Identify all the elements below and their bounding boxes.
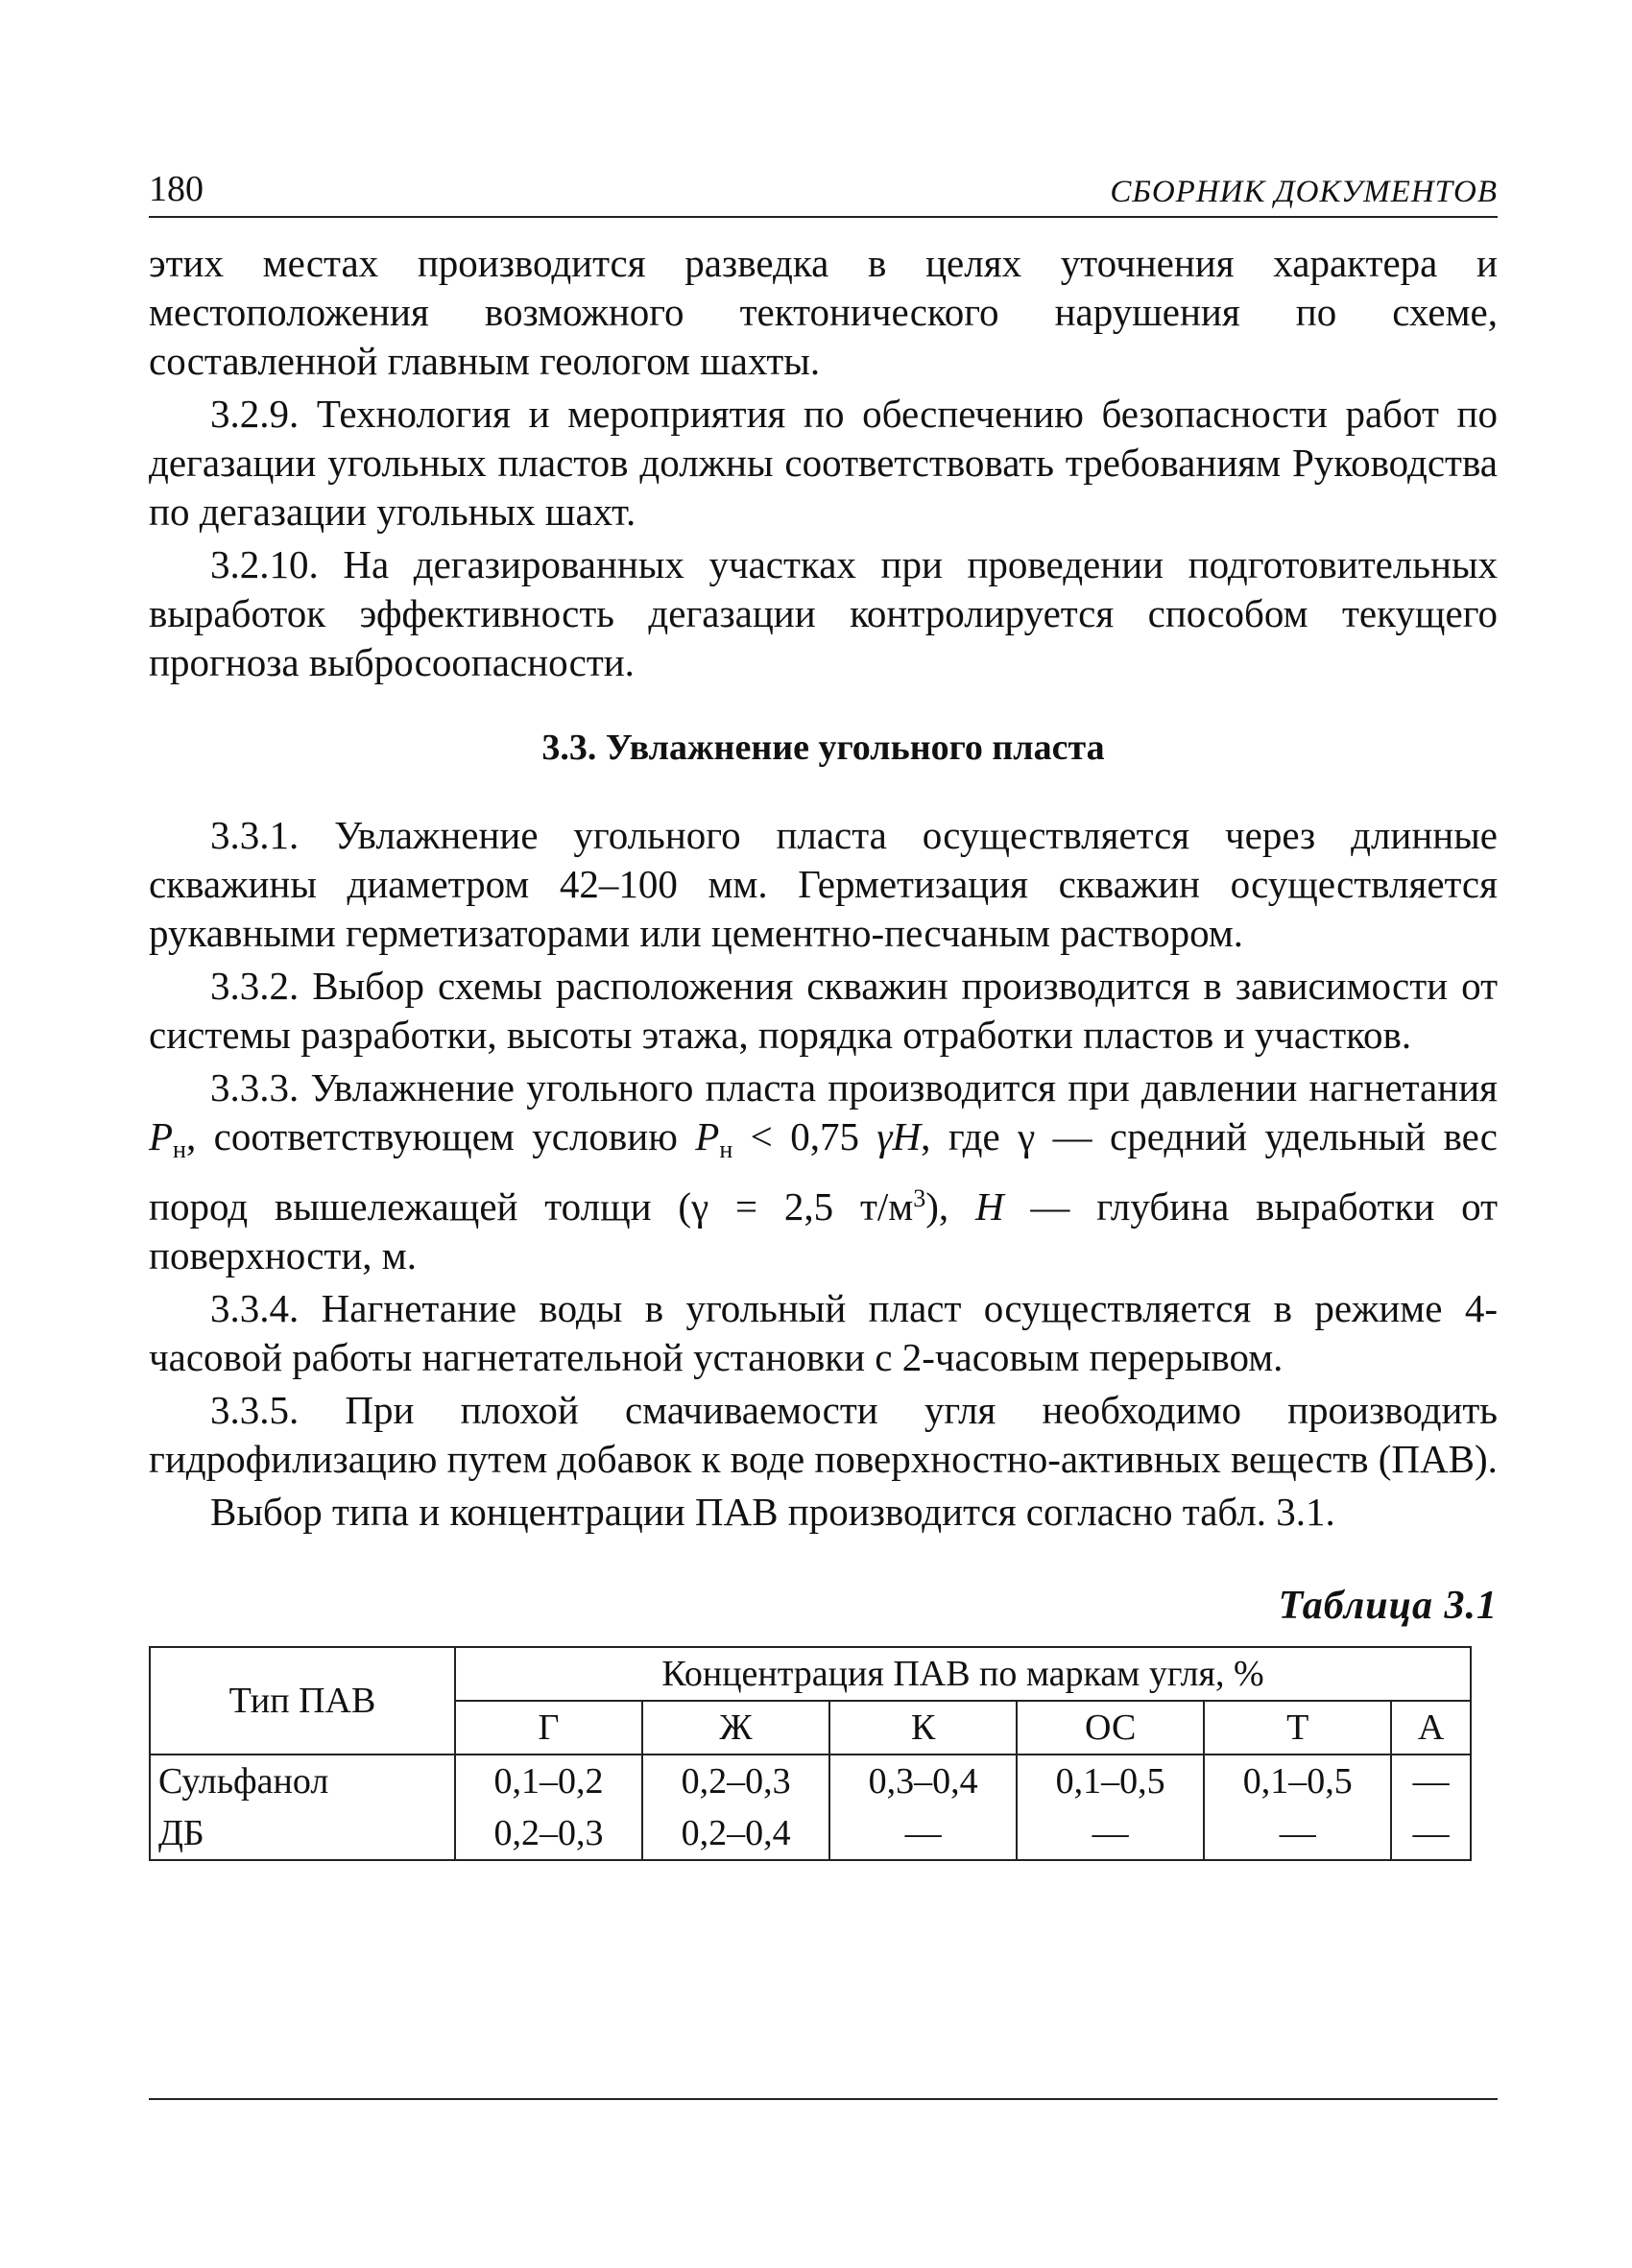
p333-text-4: , где γ — средний удельный вес пород вышележащей толщи (γ = 2,5 т/м <box>149 1114 1498 1229</box>
table-cell: — <box>1204 1807 1391 1860</box>
subscript-n: н <box>173 1135 186 1163</box>
paragraph-3-3-3 <box>149 1063 1498 1280</box>
grade-header: Г <box>455 1701 642 1755</box>
table-cell: 0,1–0,5 <box>1204 1755 1391 1807</box>
subscript-n-2: н <box>719 1135 733 1163</box>
document-page <box>149 158 1498 1861</box>
paragraph-3-2-9: 3.2.9. Технология и мероприятия по обеспечению безопасности работ по дегазации угольных пластов должны соответствовать требованиям Руководства по дегазации угольных шахт. <box>149 392 1498 534</box>
p333-text-6: — глубина выработки от поверхности, м. <box>149 1184 1498 1277</box>
paragraph-continuation: этих местах производится разведка в целях уточнения характера и местоположения возможного тектонического нарушения по схеме, составленной главным геологом шахты. <box>149 241 1498 383</box>
grade-header: ОС <box>1017 1701 1204 1755</box>
grade-header: К <box>829 1701 1017 1755</box>
table-cell: — <box>1017 1807 1204 1860</box>
pav-concentration-table <box>149 1646 1472 1861</box>
table-cell: 0,1–0,2 <box>455 1755 642 1807</box>
paragraph-table-reference: Выбор типа и концентрации ПАВ производится согласно табл. 3.1. <box>210 1490 1335 1534</box>
bottom-rule <box>149 2098 1498 2100</box>
grade-header: А <box>1391 1701 1471 1755</box>
table-cell: — <box>1391 1755 1471 1807</box>
superscript-3: 3 <box>913 1184 926 1212</box>
table-cell: 0,1–0,5 <box>1017 1755 1204 1807</box>
p333-text-3: < 0,75 <box>732 1114 877 1158</box>
p-symbol: P <box>149 1114 174 1158</box>
section-heading: 3.3. Увлажнение угольного пласта <box>541 728 1105 768</box>
paragraph-3-3-2: 3.3.2. Выбор схемы расположения скважин производится в зависимости от системы разработки, высоты этажа, порядка отработки пластов и участков. <box>149 964 1498 1057</box>
col-header-type: Тип ПАВ <box>150 1647 455 1755</box>
table-row <box>150 1755 1471 1807</box>
running-title: СБОРНИК ДОКУМЕНТОВ <box>1110 175 1498 209</box>
table-cell: 0,2–0,4 <box>642 1807 829 1860</box>
page-number: 180 <box>149 169 204 209</box>
row-name: ДБ <box>150 1807 455 1860</box>
table-row <box>150 1807 1471 1860</box>
table-cell: 0,2–0,3 <box>455 1807 642 1860</box>
h-symbol: H <box>974 1184 1004 1229</box>
table-cell: 0,2–0,3 <box>642 1755 829 1807</box>
table-cell: — <box>829 1807 1017 1860</box>
p333-text-5: ), <box>925 1184 975 1229</box>
p333-text-2: , соответствующем условию <box>185 1114 696 1158</box>
table-cell: — <box>1391 1807 1471 1860</box>
paragraph-3-2-10: 3.2.10. На дегазированных участках при проведении подготовительных выработок эффективность дегазации контролируется способом текущего прогноза выбросоопасности. <box>149 542 1498 684</box>
p333-text-1: 3.3.3. Увлажнение угольного пласта производится при давлении нагнетания <box>210 1065 1498 1110</box>
paragraph-3-3-4: 3.3.4. Нагнетание воды в угольный пласт осуществляется в режиме 4-часовой работы нагнетательной установки с 2-часовым перерывом. <box>149 1286 1498 1379</box>
row-name: Сульфанол <box>150 1755 455 1807</box>
paragraph-3-3-5: 3.3.5. При плохой смачиваемости угля необходимо производить гидрофилизацию путем добавок к воде поверхностно-активных веществ (ПАВ). <box>149 1388 1498 1481</box>
body-text <box>149 239 1498 1537</box>
page-header <box>149 158 1498 218</box>
col-header-concentration: Концентрация ПАВ по маркам угля, % <box>455 1647 1471 1701</box>
p-symbol-2: P <box>695 1114 720 1158</box>
paragraph-3-3-1: 3.3.1. Увлажнение угольного пласта осуществляется через длинные скважины диаметром 42–100 мм. Герметизация скважин осуществляется рукавными герметизаторами или цементно-песчаным раствором. <box>149 813 1498 955</box>
grade-header: Ж <box>642 1701 829 1755</box>
grade-header: Т <box>1204 1701 1391 1755</box>
table-caption: Таблица 3.1 <box>1278 1584 1498 1628</box>
table-cell: 0,3–0,4 <box>829 1755 1017 1807</box>
gamma-h-symbol: γH <box>876 1114 922 1158</box>
